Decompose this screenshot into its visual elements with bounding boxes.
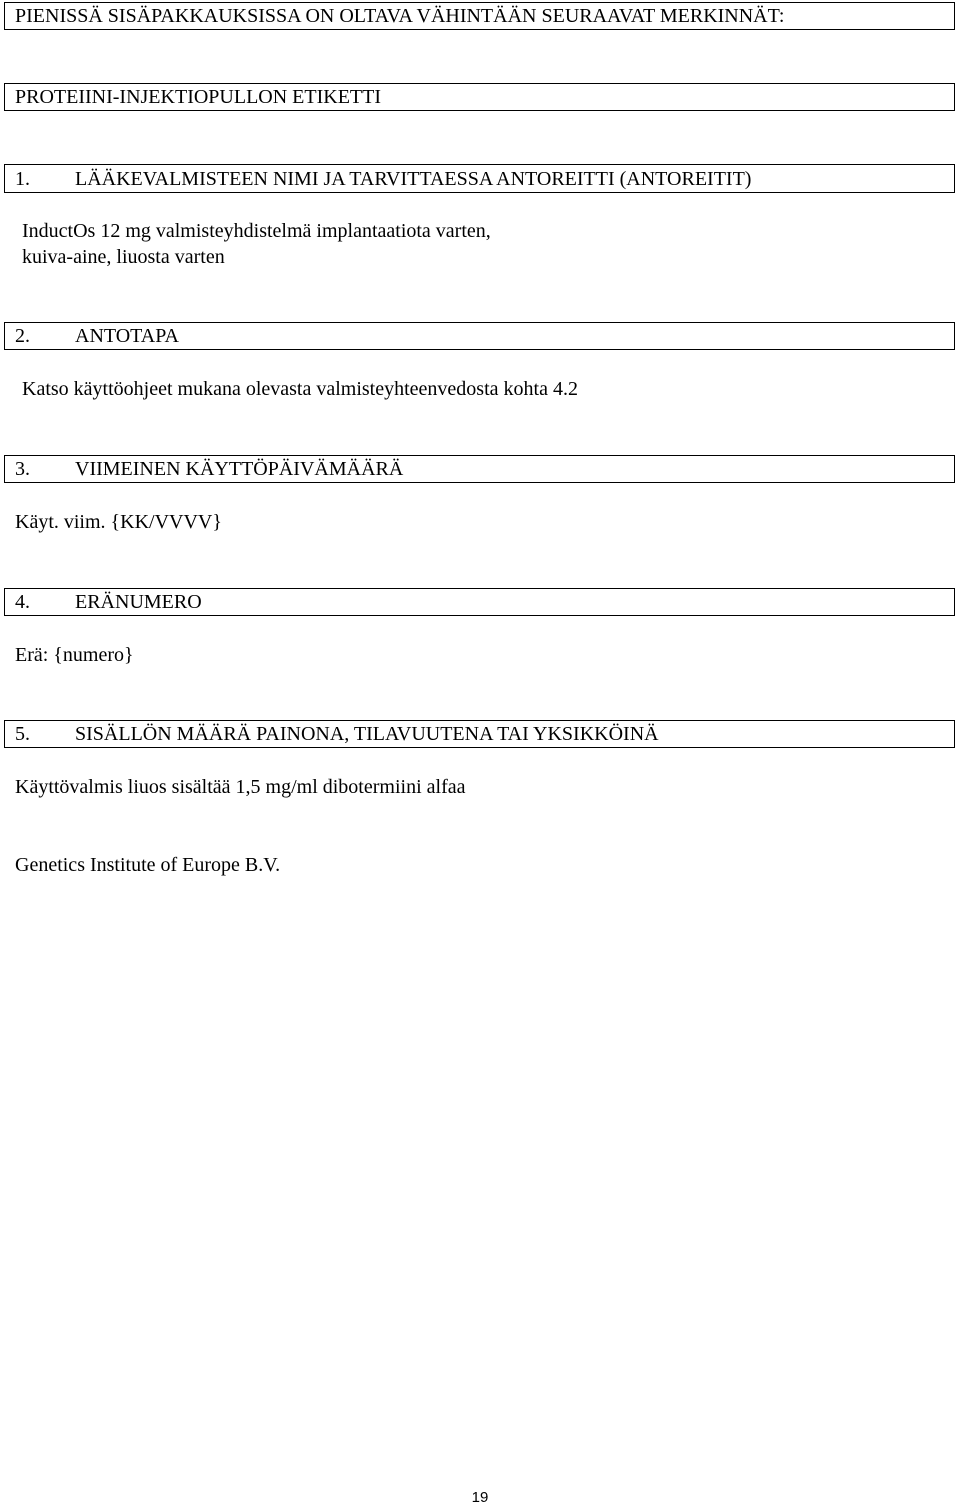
manufacturer-name: Genetics Institute of Europe B.V. [15,854,281,876]
section-2-heading-box [4,322,955,350]
header-title: PIENISSÄ SISÄPAKKAUKSISSA ON OLTAVA VÄHINTÄÄN SEURAAVAT MERKINNÄT: [15,5,785,27]
section-1-body-line-2: kuiva-aine, liuosta varten [22,246,225,268]
label-title-box [4,83,955,111]
section-2-heading: ANTOTAPA [75,325,179,347]
section-2-number: 2. [15,325,30,347]
section-3-heading: VIIMEINEN KÄYTTÖPÄIVÄMÄÄRÄ [75,458,404,480]
label-title: PROTEIINI-INJEKTIOPULLON ETIKETTI [15,86,382,108]
section-4-number: 4. [15,591,30,613]
section-3-heading-box [4,455,955,483]
section-5-heading: SISÄLLÖN MÄÄRÄ PAINONA, TILAVUUTENA TAI YKSIKKÖINÄ [75,723,659,745]
section-5-body-line-1: Käyttövalmis liuos sisältää 1,5 mg/ml dibotermiini alfaa [15,776,466,798]
section-1-number: 1. [15,167,30,190]
section-4-heading: ERÄNUMERO [75,591,202,613]
page-number: 19 [471,1489,489,1506]
header-box [4,2,955,30]
section-3-body-line-1: Käyt. viim. {KK/VVVV} [15,511,222,533]
section-5-heading-box [4,720,955,748]
section-3-number: 3. [15,458,30,480]
section-4-body-line-1: Erä: {numero} [15,644,134,666]
section-1-body-line-1: InductOs 12 mg valmisteyhdistelmä implantaatiota varten, [22,220,491,242]
section-1-heading: LÄÄKEVALMISTEEN NIMI JA TARVITTAESSA ANTOREITTI (ANTOREITIT) [75,167,752,190]
section-1-heading-box [4,164,955,193]
section-5-number: 5. [15,723,30,745]
section-4-heading-box [4,588,955,616]
section-2-body-line-1: Katso käyttöohjeet mukana olevasta valmisteyhteenvedosta kohta 4.2 [22,378,578,400]
